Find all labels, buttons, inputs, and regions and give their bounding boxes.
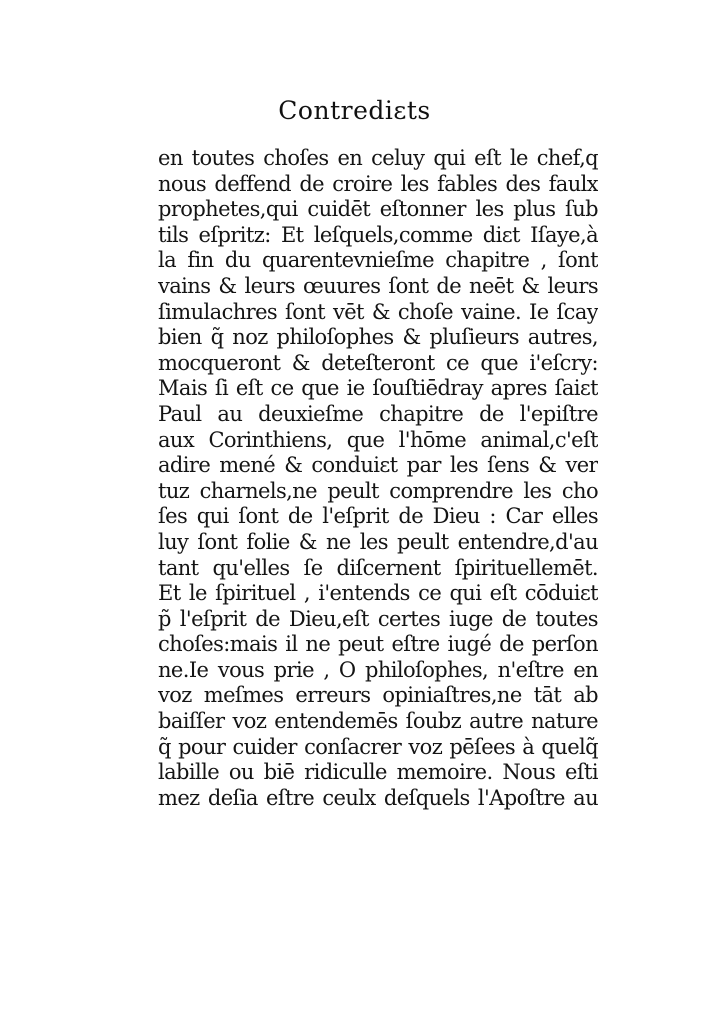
text-line: labille ou biē ridiculle memoire. Nous eſti xyxy=(158,760,598,785)
text-line: Paul au deuxieſme chapitre de l'epiſtre xyxy=(158,401,598,426)
running-head: Contrediɛts xyxy=(278,96,431,125)
text-line: q̃ pour cuider conſacrer voz pēſees à quelq̃ xyxy=(158,734,598,759)
text-line: prophetes,qui cuidēt eſtonner les plus ſub xyxy=(158,197,598,222)
text-line: aux Corinthiens, que l'hōme animal,c'eſt xyxy=(158,427,598,452)
text-line: bien q̃ noz philoſophes & pluſieurs autres, xyxy=(158,325,598,350)
text-line: en toutes choſes en celuy qui eſt le chef,q xyxy=(158,146,598,170)
text-line: nous deffend de croire les fables des faulx xyxy=(158,171,598,196)
text-line: ne.Ie vous prie , O philoſophes, n'eſtre en xyxy=(158,657,598,682)
text-line: Et le ſpirituel , i'entends ce qui eſt cōduiɛt xyxy=(158,581,598,606)
text-line: adire mené & conduiɛt par les ſens & ver xyxy=(158,453,598,478)
text-line: mez deſia eſtre ceulx deſquels l'Apoſtre au xyxy=(158,785,598,810)
text-line: tant qu'elles ſe diſcernent ſpirituellemēt. xyxy=(158,555,598,580)
text-line: la fin du quarentevnieſme chapitre , ſont xyxy=(158,248,598,273)
text-line: baiſſer voz entendemēs ſoubz autre nature xyxy=(158,709,598,734)
text-line: voz meſmes erreurs opiniaſtres,ne tāt ab xyxy=(158,683,598,708)
text-line: choſes:mais il ne peut eſtre iugé de perſon xyxy=(158,632,598,657)
text-line: tuz charnels,ne peult comprendre les cho xyxy=(158,478,598,503)
text-line: tils eſpritz: Et leſquels,comme diɛt Iſaye,à xyxy=(158,222,598,247)
text-line: ſimulachres ſont vēt & choſe vaine. Ie ſcay xyxy=(158,299,598,324)
text-line: p̃ l'eſprit de Dieu,eſt certes iuge de toutes xyxy=(158,606,598,631)
text-line: luy ſont folie & ne les peult entendre,d'au xyxy=(158,529,598,554)
text-line: ſes qui ſont de l'eſprit de Dieu : Car elles xyxy=(158,504,598,529)
text-block xyxy=(158,146,598,811)
text-line: mocqueront & deteſteront ce que i'eſcry: xyxy=(158,350,598,375)
text-line: vains & leurs œuures ſont de neēt & leurs xyxy=(158,273,598,298)
text-line: Mais ſi eſt ce que ie ſouſtiēdray apres ſaiɛt xyxy=(158,376,598,401)
